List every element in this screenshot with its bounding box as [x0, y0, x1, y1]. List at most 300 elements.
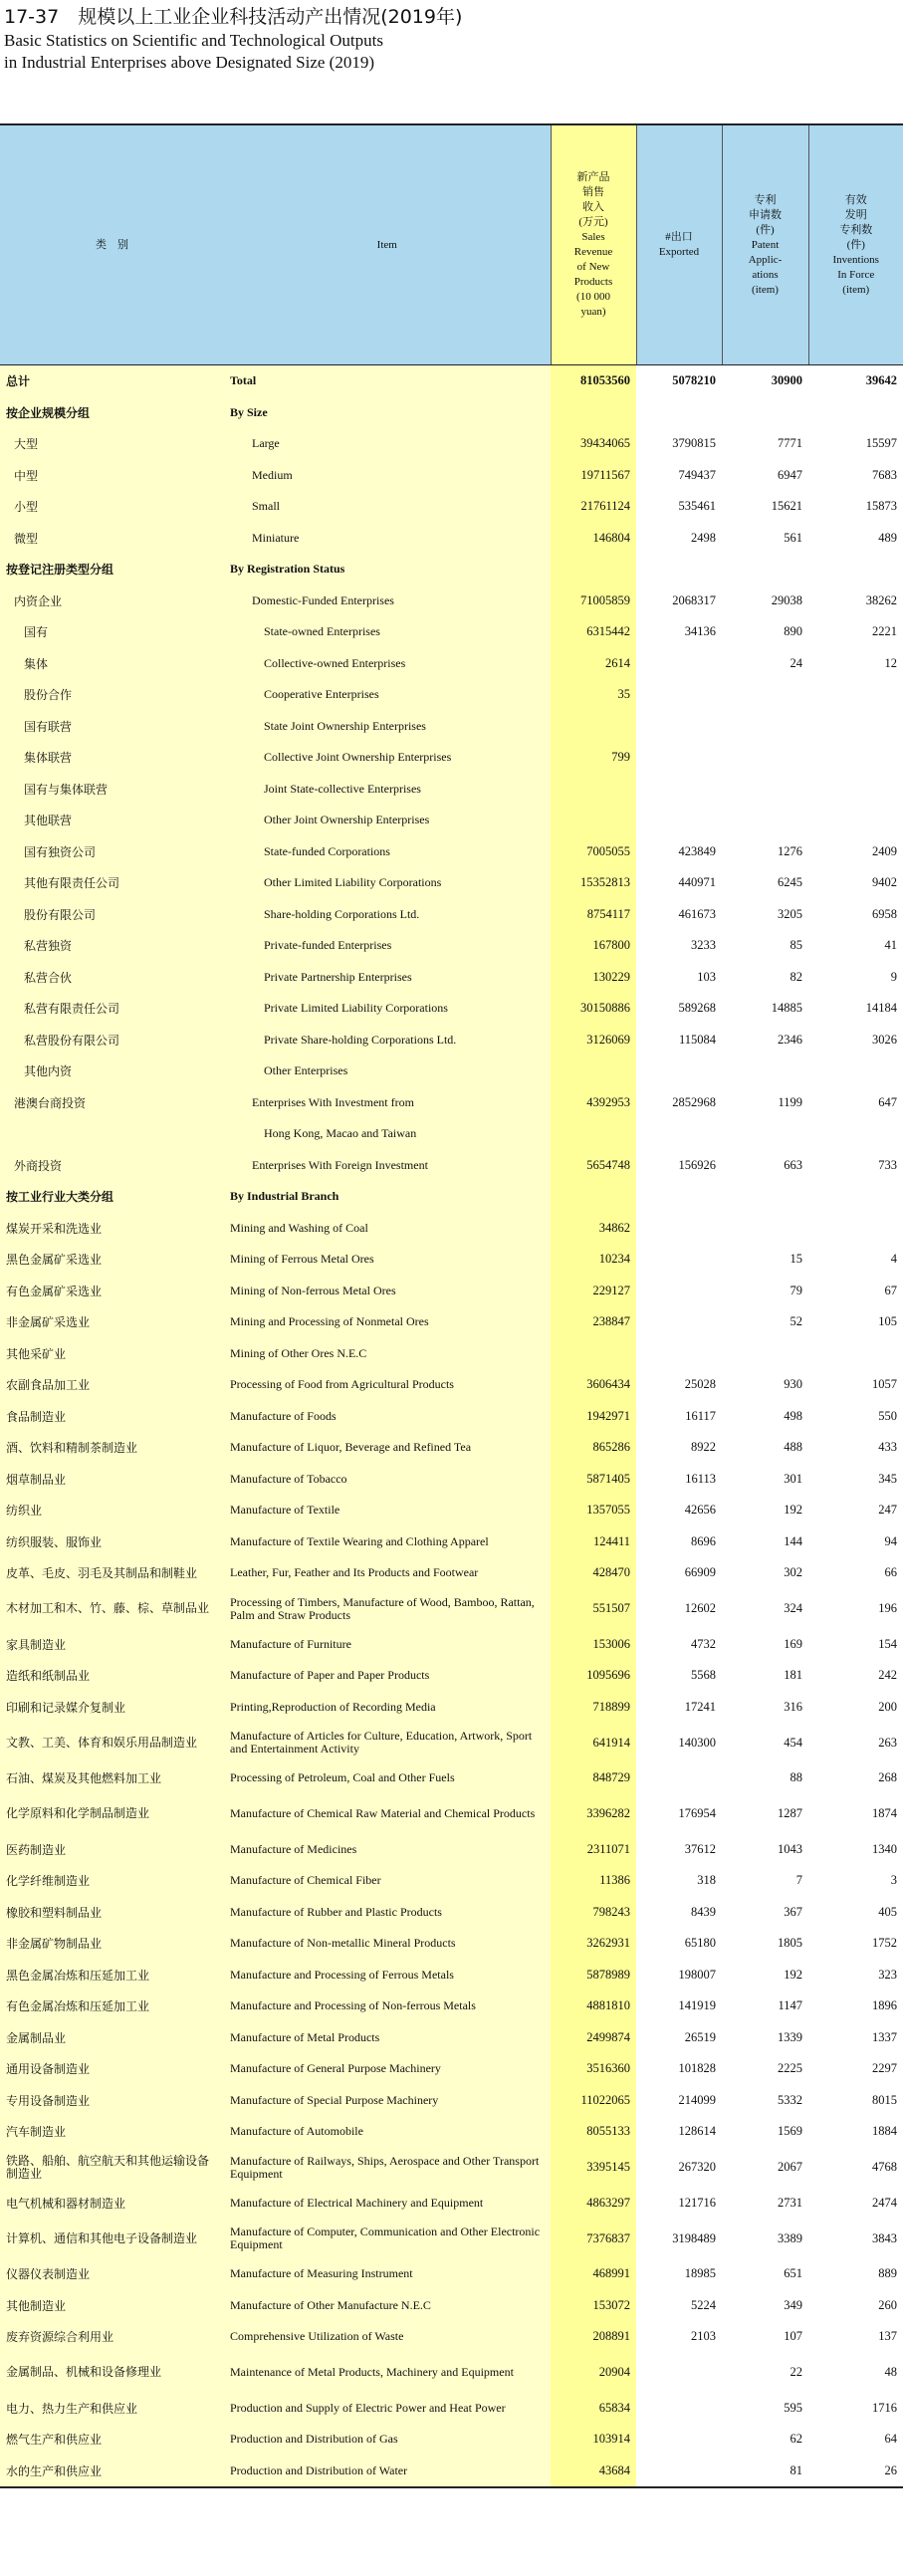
- cell-sales-revenue: 35: [551, 679, 636, 711]
- cell-sales-revenue: 21761124: [551, 491, 636, 523]
- table-row: [0, 1762, 903, 1794]
- cell-exported: 101828: [636, 2053, 722, 2085]
- cell-sales-revenue: 7005055: [551, 836, 636, 868]
- header-text-line: 收入: [582, 201, 604, 213]
- cell-exported: 2498: [636, 523, 722, 555]
- cell-sales-revenue: 3606434: [551, 1369, 636, 1401]
- table-row: [0, 1834, 903, 1866]
- cell-patent-applications: 1147: [722, 1991, 808, 2022]
- cell-exported: 3198489: [636, 2219, 722, 2258]
- cell-sales-revenue: 15352813: [551, 867, 636, 899]
- cell-patent-applications: 7: [722, 1865, 808, 1897]
- table-row: [0, 930, 903, 962]
- cell-patent-applications: [722, 805, 808, 836]
- cell-exported: 8696: [636, 1526, 722, 1558]
- row-label-zh: 内资企业: [0, 585, 224, 617]
- row-label-en: By Industrial Branch: [224, 1181, 551, 1213]
- table-row: [0, 428, 903, 460]
- header-text-line: Revenue: [573, 246, 613, 258]
- row-label-zh: 集体: [0, 648, 224, 680]
- row-label-en: Production and Supply of Electric Power and Heat Power: [224, 2393, 551, 2425]
- row-label-zh: 农副食品加工业: [0, 1369, 224, 1401]
- header-text-line: 专利数: [839, 223, 873, 236]
- cell-patent-applications: 1287: [722, 1794, 808, 1834]
- row-label-en: Maintenance of Metal Products, Machinery and Equipment: [224, 2353, 551, 2393]
- cell-exported: [636, 1055, 722, 1087]
- row-label-en: Manufacture of Special Purpose Machinery: [224, 2085, 551, 2117]
- row-label-en: Private Share-holding Corporations Ltd.: [224, 1025, 551, 1056]
- cell-patent-applications: 62: [722, 2424, 808, 2456]
- row-label-en: State Joint Ownership Enterprises: [224, 711, 551, 743]
- cell-exported: 318: [636, 1865, 722, 1897]
- row-label-zh: 汽车制造业: [0, 2116, 224, 2148]
- table-row: [0, 2085, 903, 2117]
- row-label-zh: 皮革、毛皮、羽毛及其制品和制鞋业: [0, 1557, 224, 1589]
- cell-inventions-in-force: [808, 1213, 903, 1245]
- row-label-en: Processing of Petroleum, Coal and Other Fuels: [224, 1762, 551, 1794]
- cell-exported: 8922: [636, 1432, 722, 1464]
- table-row: [0, 1897, 903, 1929]
- row-label-zh: 其他内资: [0, 1055, 224, 1087]
- row-label-en: Small: [224, 491, 551, 523]
- cell-inventions-in-force: 41: [808, 930, 903, 962]
- cell-sales-revenue: 19711567: [551, 460, 636, 492]
- cell-patent-applications: 1199: [722, 1087, 808, 1119]
- cell-inventions-in-force: 1057: [808, 1369, 903, 1401]
- table-row: [0, 491, 903, 523]
- cell-exported: 34136: [636, 616, 722, 648]
- cell-sales-revenue: 71005859: [551, 585, 636, 617]
- cell-exported: [636, 1762, 722, 1794]
- cell-exported: [636, 805, 722, 836]
- cell-patent-applications: 3205: [722, 899, 808, 931]
- table-row: [0, 1723, 903, 1762]
- row-label-en: Production and Distribution of Gas: [224, 2424, 551, 2456]
- cell-exported: 26519: [636, 2022, 722, 2054]
- cell-inventions-in-force: 137: [808, 2321, 903, 2353]
- cell-patent-applications: 316: [722, 1692, 808, 1724]
- row-label-en: Collective Joint Ownership Enterprises: [224, 742, 551, 774]
- row-label-zh: [0, 1118, 224, 1150]
- cell-patent-applications: 1043: [722, 1834, 808, 1866]
- cell-inventions-in-force: 1752: [808, 1928, 903, 1960]
- cell-patent-applications: 79: [722, 1276, 808, 1307]
- cell-sales-revenue: 1942971: [551, 1401, 636, 1433]
- cell-patent-applications: 52: [722, 1306, 808, 1338]
- cell-inventions-in-force: 323: [808, 1960, 903, 1991]
- cell-patent-applications: 890: [722, 616, 808, 648]
- row-label-en: Processing of Timbers, Manufacture of Wood, Bamboo, Rattan, Palm and Straw Products: [224, 1589, 551, 1629]
- row-label-zh: 橡胶和塑料制品业: [0, 1897, 224, 1929]
- cell-patent-applications: 29038: [722, 585, 808, 617]
- cell-sales-revenue: 3396282: [551, 1794, 636, 1834]
- header-text-line: Products: [573, 276, 613, 288]
- cell-inventions-in-force: 2474: [808, 2188, 903, 2220]
- row-label-en: Manufacture of Textile: [224, 1495, 551, 1526]
- cell-inventions-in-force: 1896: [808, 1991, 903, 2022]
- cell-patent-applications: [722, 397, 808, 429]
- cell-patent-applications: 14885: [722, 993, 808, 1025]
- row-label-en: Manufacture of Other Manufacture N.E.C: [224, 2290, 551, 2322]
- table-row: [0, 774, 903, 806]
- cell-inventions-in-force: 1340: [808, 1834, 903, 1866]
- table-row: [0, 585, 903, 617]
- cell-inventions-in-force: 105: [808, 1306, 903, 1338]
- cell-inventions-in-force: 38262: [808, 585, 903, 617]
- row-label-en: State-funded Corporations: [224, 836, 551, 868]
- table-header-row: [0, 124, 903, 365]
- cell-sales-revenue: 20904: [551, 2353, 636, 2393]
- cell-sales-revenue: 468991: [551, 2258, 636, 2290]
- cell-inventions-in-force: [808, 805, 903, 836]
- cell-inventions-in-force: 14184: [808, 993, 903, 1025]
- cell-exported: [636, 711, 722, 743]
- row-label-en: Manufacture of Paper and Paper Products: [224, 1660, 551, 1692]
- cell-inventions-in-force: 1884: [808, 2116, 903, 2148]
- cell-inventions-in-force: [808, 1338, 903, 1370]
- cell-patent-applications: 7771: [722, 428, 808, 460]
- row-label-en: Manufacture of Non-metallic Mineral Products: [224, 1928, 551, 1960]
- cell-patent-applications: 88: [722, 1762, 808, 1794]
- row-label-zh: 铁路、船舶、航空航天和其他运输设备制造业: [0, 2148, 224, 2188]
- table-row: [0, 1025, 903, 1056]
- cell-exported: 12602: [636, 1589, 722, 1629]
- cell-inventions-in-force: 889: [808, 2258, 903, 2290]
- cell-sales-revenue: [551, 397, 636, 429]
- table-row: [0, 1526, 903, 1558]
- header-exported: [636, 124, 722, 365]
- header-text-line: (10 000: [576, 291, 610, 303]
- table-row: [0, 554, 903, 585]
- row-label-en: State-owned Enterprises: [224, 616, 551, 648]
- header-item: Item: [224, 124, 551, 365]
- row-label-zh: 私营股份有限公司: [0, 1025, 224, 1056]
- table-row: [0, 1557, 903, 1589]
- cell-sales-revenue: 146804: [551, 523, 636, 555]
- row-label-en: Leather, Fur, Feather and Its Products and Footwear: [224, 1557, 551, 1589]
- table-row: [0, 2321, 903, 2353]
- row-label-en: Total: [224, 365, 551, 397]
- table-row: [0, 899, 903, 931]
- table-row: [0, 711, 903, 743]
- cell-sales-revenue: 167800: [551, 930, 636, 962]
- cell-patent-applications: 367: [722, 1897, 808, 1929]
- cell-inventions-in-force: 15597: [808, 428, 903, 460]
- table-row: [0, 1960, 903, 1991]
- header-text-line: #出口: [665, 231, 693, 243]
- cell-exported: [636, 1213, 722, 1245]
- header-text-line: 申请数: [749, 208, 782, 221]
- table-row: [0, 2290, 903, 2322]
- table-row: [0, 365, 903, 397]
- cell-exported: 3233: [636, 930, 722, 962]
- cell-exported: 461673: [636, 899, 722, 931]
- row-label-zh: 电气机械和器材制造业: [0, 2188, 224, 2220]
- row-label-en: Other Enterprises: [224, 1055, 551, 1087]
- row-label-en: Mining and Processing of Nonmetal Ores: [224, 1306, 551, 1338]
- cell-patent-applications: 663: [722, 1150, 808, 1182]
- row-label-zh: 黑色金属矿采选业: [0, 1244, 224, 1276]
- row-label-zh: 计算机、通信和其他电子设备制造业: [0, 2219, 224, 2258]
- cell-inventions-in-force: 48: [808, 2353, 903, 2393]
- header-text-line: Sales: [581, 231, 605, 243]
- cell-sales-revenue: 2499874: [551, 2022, 636, 2054]
- row-label-en: Manufacture of Computer, Communication and Other Electronic Equipment: [224, 2219, 551, 2258]
- table-row: [0, 523, 903, 555]
- table-row: [0, 1928, 903, 1960]
- cell-exported: [636, 774, 722, 806]
- row-label-en: Manufacture of Furniture: [224, 1629, 551, 1661]
- header-text-line: yuan): [580, 306, 606, 318]
- cell-sales-revenue: 5654748: [551, 1150, 636, 1182]
- cell-exported: 749437: [636, 460, 722, 492]
- cell-exported: 128614: [636, 2116, 722, 2148]
- cell-exported: [636, 1181, 722, 1213]
- row-label-zh: 微型: [0, 523, 224, 555]
- cell-exported: 423849: [636, 836, 722, 868]
- cell-patent-applications: 301: [722, 1464, 808, 1496]
- cell-exported: [636, 648, 722, 680]
- cell-sales-revenue: 3126069: [551, 1025, 636, 1056]
- row-label-zh: 私营合伙: [0, 962, 224, 994]
- row-label-en: Cooperative Enterprises: [224, 679, 551, 711]
- row-label-en: Miniature: [224, 523, 551, 555]
- row-label-zh: 按登记注册类型分组: [0, 554, 224, 585]
- table-row: [0, 2148, 903, 2188]
- row-label-zh: 私营独资: [0, 930, 224, 962]
- cell-exported: 103: [636, 962, 722, 994]
- cell-inventions-in-force: 2409: [808, 836, 903, 868]
- cell-exported: [636, 1338, 722, 1370]
- row-label-en: Manufacture of Textile Wearing and Clothing Apparel: [224, 1526, 551, 1558]
- cell-exported: 267320: [636, 2148, 722, 2188]
- cell-patent-applications: 1805: [722, 1928, 808, 1960]
- table-row: [0, 2219, 903, 2258]
- cell-patent-applications: [722, 1055, 808, 1087]
- row-label-zh: 非金属矿采选业: [0, 1306, 224, 1338]
- cell-sales-revenue: 153072: [551, 2290, 636, 2322]
- cell-inventions-in-force: 647: [808, 1087, 903, 1119]
- table-row: [0, 867, 903, 899]
- table-row: [0, 1692, 903, 1724]
- cell-exported: [636, 742, 722, 774]
- row-label-en: Manufacture of Articles for Culture, Education, Artwork, Sport and Entertainment Activity: [224, 1723, 551, 1762]
- row-label-zh: 通用设备制造业: [0, 2053, 224, 2085]
- table-row: [0, 1118, 903, 1150]
- cell-patent-applications: 302: [722, 1557, 808, 1589]
- cell-exported: 140300: [636, 1723, 722, 1762]
- cell-inventions-in-force: [808, 1181, 903, 1213]
- cell-sales-revenue: 6315442: [551, 616, 636, 648]
- cell-exported: [636, 1306, 722, 1338]
- title-en-line1: Basic Statistics on Scientific and Technological Outputs: [4, 31, 383, 50]
- row-label-zh: 国有联营: [0, 711, 224, 743]
- cell-inventions-in-force: 200: [808, 1692, 903, 1724]
- cell-inventions-in-force: [808, 711, 903, 743]
- cell-sales-revenue: 2311071: [551, 1834, 636, 1866]
- table-row: [0, 1276, 903, 1307]
- cell-patent-applications: [722, 679, 808, 711]
- statistics-table: [0, 123, 903, 2488]
- row-label-en: Manufacture of Liquor, Beverage and Refined Tea: [224, 1432, 551, 1464]
- cell-exported: 121716: [636, 2188, 722, 2220]
- header-text-line: of New: [576, 261, 610, 273]
- cell-exported: 16113: [636, 1464, 722, 1496]
- row-label-zh: 国有与集体联营: [0, 774, 224, 806]
- row-label-en: By Size: [224, 397, 551, 429]
- row-label-en: Printing,Reproduction of Recording Media: [224, 1692, 551, 1724]
- cell-sales-revenue: 3262931: [551, 1928, 636, 1960]
- cell-exported: [636, 397, 722, 429]
- cell-inventions-in-force: 196: [808, 1589, 903, 1629]
- cell-inventions-in-force: 15873: [808, 491, 903, 523]
- cell-sales-revenue: [551, 805, 636, 836]
- cell-inventions-in-force: 8015: [808, 2085, 903, 2117]
- header-text-line: Inventions: [832, 253, 879, 266]
- row-label-zh: 造纸和纸制品业: [0, 1660, 224, 1692]
- row-label-en: Manufacture of Railways, Ships, Aerospace and Other Transport Equipment: [224, 2148, 551, 2188]
- table-row: [0, 2456, 903, 2488]
- header-text-line: 发明: [844, 208, 867, 221]
- cell-sales-revenue: 2614: [551, 648, 636, 680]
- cell-sales-revenue: [551, 554, 636, 585]
- row-label-zh: 股份合作: [0, 679, 224, 711]
- table-row: [0, 2424, 903, 2456]
- cell-exported: [636, 2353, 722, 2393]
- row-label-en: Manufacture of General Purpose Machinery: [224, 2053, 551, 2085]
- cell-inventions-in-force: 489: [808, 523, 903, 555]
- table-row: [0, 993, 903, 1025]
- cell-sales-revenue: [551, 1338, 636, 1370]
- row-label-en: Manufacture of Electrical Machinery and Equipment: [224, 2188, 551, 2220]
- cell-inventions-in-force: 260: [808, 2290, 903, 2322]
- cell-exported: [636, 2393, 722, 2425]
- cell-inventions-in-force: [808, 742, 903, 774]
- row-label-zh: 金属制品、机械和设备修理业: [0, 2353, 224, 2393]
- row-label-en: Manufacture of Tobacco: [224, 1464, 551, 1496]
- cell-inventions-in-force: 263: [808, 1723, 903, 1762]
- cell-sales-revenue: [551, 1055, 636, 1087]
- table-row: [0, 648, 903, 680]
- cell-exported: 18985: [636, 2258, 722, 2290]
- cell-patent-applications: 85: [722, 930, 808, 962]
- cell-patent-applications: 107: [722, 2321, 808, 2353]
- header-sales-revenue: [551, 124, 636, 365]
- row-label-zh: 大型: [0, 428, 224, 460]
- table-row: [0, 1401, 903, 1433]
- cell-patent-applications: 15621: [722, 491, 808, 523]
- table-row: [0, 460, 903, 492]
- row-label-en: Joint State-collective Enterprises: [224, 774, 551, 806]
- table-row: [0, 1150, 903, 1182]
- row-label-en: Domestic-Funded Enterprises: [224, 585, 551, 617]
- cell-sales-revenue: 8055133: [551, 2116, 636, 2148]
- cell-exported: [636, 1118, 722, 1150]
- row-label-en: Production and Distribution of Water: [224, 2456, 551, 2488]
- header-text-line: (item): [842, 283, 870, 296]
- cell-inventions-in-force: 64: [808, 2424, 903, 2456]
- cell-sales-revenue: 848729: [551, 1762, 636, 1794]
- table-row: [0, 1213, 903, 1245]
- cell-sales-revenue: 229127: [551, 1276, 636, 1307]
- table-row: [0, 1991, 903, 2022]
- row-label-en: Manufacture and Processing of Ferrous Metals: [224, 1960, 551, 1991]
- cell-inventions-in-force: 3: [808, 1865, 903, 1897]
- cell-patent-applications: 324: [722, 1589, 808, 1629]
- header-text-line: 有效: [844, 193, 867, 206]
- row-label-en: Manufacture of Chemical Raw Material and Chemical Products: [224, 1794, 551, 1834]
- cell-inventions-in-force: 550: [808, 1401, 903, 1433]
- cell-inventions-in-force: 7683: [808, 460, 903, 492]
- row-label-zh: 木材加工和木、竹、藤、棕、草制品业: [0, 1589, 224, 1629]
- cell-inventions-in-force: 2221: [808, 616, 903, 648]
- cell-inventions-in-force: 268: [808, 1762, 903, 1794]
- table-row: [0, 962, 903, 994]
- table-row: [0, 1865, 903, 1897]
- cell-exported: 214099: [636, 2085, 722, 2117]
- cell-patent-applications: 15: [722, 1244, 808, 1276]
- table-row: [0, 1369, 903, 1401]
- cell-inventions-in-force: 1337: [808, 2022, 903, 2054]
- cell-inventions-in-force: 433: [808, 1432, 903, 1464]
- header-category: 类 别: [0, 124, 224, 365]
- cell-exported: 2103: [636, 2321, 722, 2353]
- cell-sales-revenue: 1357055: [551, 1495, 636, 1526]
- cell-inventions-in-force: 12: [808, 648, 903, 680]
- row-label-zh: 食品制造业: [0, 1401, 224, 1433]
- cell-exported: 37612: [636, 1834, 722, 1866]
- cell-patent-applications: 349: [722, 2290, 808, 2322]
- table-row: [0, 1629, 903, 1661]
- cell-inventions-in-force: 3026: [808, 1025, 903, 1056]
- cell-sales-revenue: 30150886: [551, 993, 636, 1025]
- cell-sales-revenue: 7376837: [551, 2219, 636, 2258]
- row-label-en: Processing of Food from Agricultural Products: [224, 1369, 551, 1401]
- table-row: [0, 805, 903, 836]
- row-label-en: Manufacture of Rubber and Plastic Products: [224, 1897, 551, 1929]
- table-row: [0, 1432, 903, 1464]
- cell-sales-revenue: [551, 774, 636, 806]
- row-label-zh: 文教、工美、体育和娱乐用品制造业: [0, 1723, 224, 1762]
- row-label-zh: 废弃资源综合利用业: [0, 2321, 224, 2353]
- row-label-en: Enterprises With Investment from: [224, 1087, 551, 1119]
- row-label-zh: 电力、热力生产和供应业: [0, 2393, 224, 2425]
- row-label-en: Private Partnership Enterprises: [224, 962, 551, 994]
- cell-inventions-in-force: [808, 1118, 903, 1150]
- cell-exported: 115084: [636, 1025, 722, 1056]
- cell-patent-applications: 498: [722, 1401, 808, 1433]
- header-text-line: 专利: [754, 193, 777, 206]
- cell-patent-applications: 82: [722, 962, 808, 994]
- cell-patent-applications: [722, 1213, 808, 1245]
- row-label-zh: 酒、饮料和精制茶制造业: [0, 1432, 224, 1464]
- row-label-en: Mining and Washing of Coal: [224, 1213, 551, 1245]
- cell-patent-applications: [722, 742, 808, 774]
- row-label-zh: 其他有限责任公司: [0, 867, 224, 899]
- cell-patent-applications: 561: [722, 523, 808, 555]
- cell-exported: 535461: [636, 491, 722, 523]
- row-label-en: Private Limited Liability Corporations: [224, 993, 551, 1025]
- cell-exported: 2852968: [636, 1087, 722, 1119]
- cell-exported: 440971: [636, 867, 722, 899]
- row-label-zh: 纺织业: [0, 1495, 224, 1526]
- cell-patent-applications: 3389: [722, 2219, 808, 2258]
- row-label-zh: 港澳台商投资: [0, 1087, 224, 1119]
- cell-sales-revenue: 103914: [551, 2424, 636, 2456]
- cell-exported: 4732: [636, 1629, 722, 1661]
- cell-exported: 176954: [636, 1794, 722, 1834]
- cell-inventions-in-force: 242: [808, 1660, 903, 1692]
